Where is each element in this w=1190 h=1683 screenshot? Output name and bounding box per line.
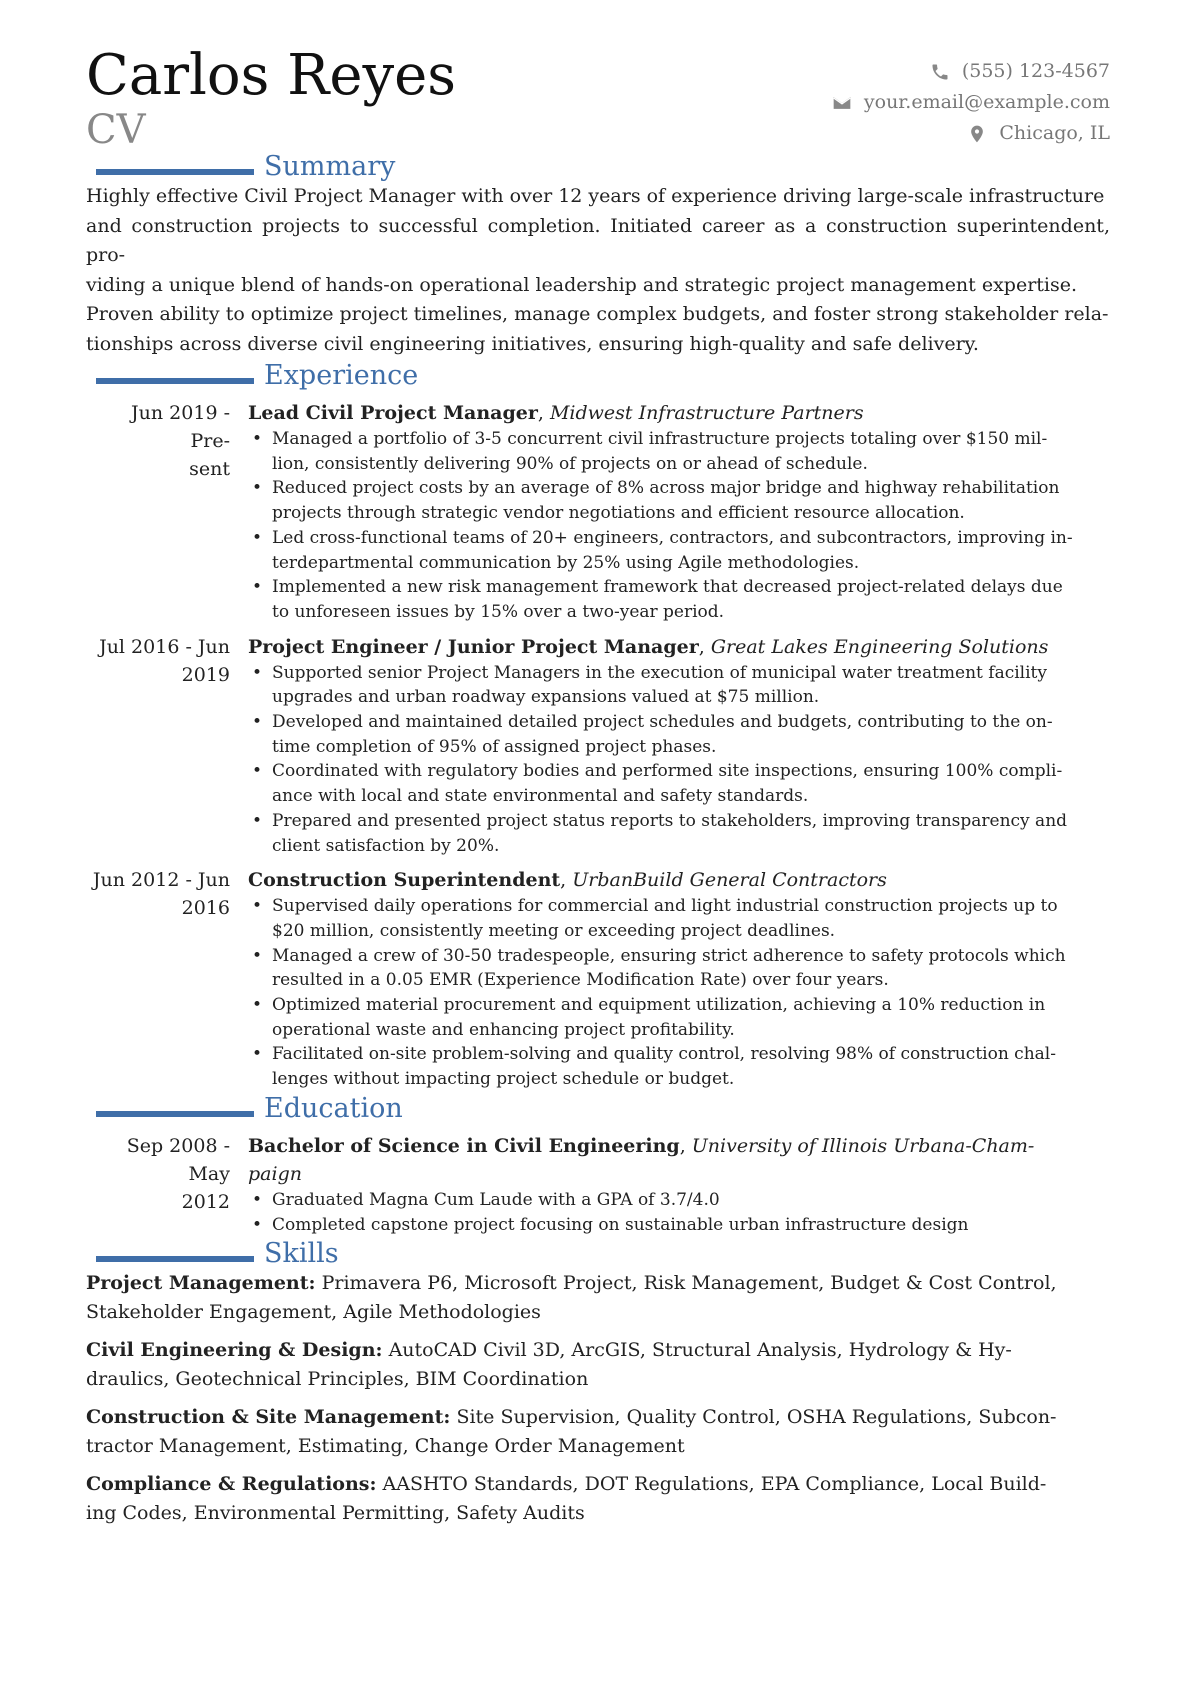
skill-values: AASHTO Standards, DOT Regulations, EPA Compliance, Local Build- xyxy=(382,1473,1047,1496)
entry-date xyxy=(86,866,248,1092)
entry-title-continued xyxy=(248,1160,1110,1188)
entry-title: Lead Civil Project Manager, Midwest Infrastructure Partners xyxy=(248,402,864,424)
map-marker-icon xyxy=(967,124,987,144)
experience-entry xyxy=(86,399,1110,625)
summary-line: Proven ability to optimize project timelines, manage complex budgets, and foster strong stakeholder rela- xyxy=(86,303,1109,325)
institution-continued: paign xyxy=(248,1162,302,1185)
summary-line: Highly effective Civil Project Manager with over 12 years of experience driving large-scale infrastructure xyxy=(86,185,1105,207)
entry-title: Construction Superintendent, UrbanBuild General Contractors xyxy=(248,869,887,892)
skill-category: Compliance & Regulations: xyxy=(86,1473,377,1496)
list-item: • Implemented a new risk management framework that decreased project-related delays due to unforeseen issues by 15% over a two-year period. xyxy=(248,575,1110,624)
list-item: • Graduated Magna Cum Laude with a GPA of 3.7/4.0 xyxy=(248,1188,1110,1213)
organization: Great Lakes Engineering Solutions xyxy=(710,635,1049,658)
skill-row xyxy=(86,1470,1110,1528)
skill-values: Site Supervision, Quality Control, OSHA Regulations, Subcon- xyxy=(456,1406,1057,1429)
summary-line: viding a unique blend of hands-on operational leadership and strategic project management expertise. xyxy=(86,273,1078,296)
date-line: Jun 2019 - Pre- xyxy=(131,402,230,452)
section-title-summary: Summary xyxy=(264,151,396,182)
phone-text: (555) 123-4567 xyxy=(961,60,1110,82)
bullet-list xyxy=(248,661,1110,859)
experience-entry xyxy=(86,866,1110,1092)
skill-values: Primavera P6, Microsoft Project, Risk Management, Budget & Cost Control, xyxy=(321,1272,1057,1295)
section-title-education: Education xyxy=(264,1092,403,1124)
date-line: 2019 xyxy=(181,663,230,686)
document-subtitle: CV xyxy=(86,107,146,153)
section-education-head xyxy=(86,1094,1110,1124)
bullet-list xyxy=(248,427,1110,625)
date-line: Jul 2016 - Jun xyxy=(99,635,230,658)
entry-date xyxy=(86,633,248,859)
skill-category: Construction & Site Management: xyxy=(86,1406,451,1429)
section-accent-bar xyxy=(96,378,254,384)
job-role: Project Engineer / Junior Project Manager xyxy=(248,635,699,658)
section-title-experience: Experience xyxy=(264,360,419,391)
list-item: • Developed and maintained detailed project schedules and budgets, contributing to the on- time completion of 95% of assigned project phases. xyxy=(248,710,1110,759)
bullet-list xyxy=(248,894,1110,1092)
date-line: Sep 2008 - May xyxy=(126,1134,230,1185)
entry-title: Bachelor of Science in Civil Engineering, University of Illinois Urbana-Cham- xyxy=(248,1134,1035,1157)
list-item: • Prepared and presented project status reports to stakeholders, improving transparency and client satisfaction by 20%. xyxy=(248,809,1110,858)
bullet-list xyxy=(248,1188,1110,1237)
entry-body xyxy=(248,399,1110,625)
contact-block xyxy=(832,56,1110,149)
envelope-icon xyxy=(832,93,852,113)
entry-date xyxy=(86,399,248,625)
education-entry xyxy=(86,1132,1110,1237)
skill-values: ing Codes, Environmental Permitting, Safety Audits xyxy=(86,1502,585,1525)
entry-date xyxy=(86,1132,248,1237)
section-accent-bar xyxy=(96,169,254,175)
organization: UrbanBuild General Contractors xyxy=(572,869,887,892)
list-item: • Supported senior Project Managers in the execution of municipal water treatment facility upgrades and urban roadway expansions valued at $75 million. xyxy=(248,661,1110,710)
phone-icon xyxy=(930,62,950,82)
skill-row xyxy=(86,1336,1110,1394)
list-item: • Led cross-functional teams of 20+ engineers, contractors, and subcontractors, improving in- terdepartmental communication by 25% using Agile methodologies. xyxy=(248,526,1110,575)
contact-email[interactable] xyxy=(832,87,1110,118)
summary-line: tionships across diverse civil engineering initiatives, ensuring high-quality and safe delivery. xyxy=(86,332,979,355)
list-item: • Optimized material procurement and equipment utilization, achieving a 10% reduction in operational waste and enhancing project profitability. xyxy=(248,993,1110,1042)
skill-category: Civil Engineering & Design: xyxy=(86,1339,383,1362)
contact-location xyxy=(832,118,1110,149)
contact-phone[interactable] xyxy=(832,56,1110,87)
candidate-name: Carlos Reyes xyxy=(86,43,456,108)
summary-paragraph xyxy=(86,182,1110,359)
skill-values: Stakeholder Engagement, Agile Methodologies xyxy=(86,1301,541,1324)
resume-header xyxy=(86,43,1110,153)
section-skills-head xyxy=(86,1239,1110,1269)
section-accent-bar xyxy=(96,1111,254,1117)
section-title-skills: Skills xyxy=(264,1238,339,1270)
date-line: 2016 xyxy=(181,897,230,920)
entry-title: Project Engineer / Junior Project Manager, Great Lakes Engineering Solutions xyxy=(248,635,1049,658)
job-role: Lead Civil Project Manager xyxy=(248,402,538,424)
email-text: your.email@example.com xyxy=(863,91,1110,113)
list-item: • Supervised daily operations for commercial and light industrial construction projects up to $20 million, consistently meeting or exceeding project deadlines. xyxy=(248,894,1110,943)
list-item: • Managed a portfolio of 3-5 concurrent civil infrastructure projects totaling over $150 mil- lion, consistently delivering 90% of projects on or ahead of schedule. xyxy=(248,427,1110,476)
summary-line: and construction projects to successful completion. Initiated career as a construction superintendent, pro- xyxy=(86,214,1110,266)
skill-category: Project Management: xyxy=(86,1272,316,1295)
section-experience-head xyxy=(86,361,1110,391)
job-role: Construction Superintendent xyxy=(248,869,561,892)
skill-values: draulics, Geotechnical Principles, BIM Coordination xyxy=(86,1368,589,1391)
skill-values: AutoCAD Civil 3D, ArcGIS, Structural Analysis, Hydrology & Hy- xyxy=(388,1339,1012,1362)
skill-row xyxy=(86,1403,1110,1461)
section-summary-head xyxy=(86,152,1110,182)
entry-body xyxy=(248,633,1110,859)
entry-body xyxy=(248,1132,1110,1237)
list-item: • Managed a crew of 30-50 tradespeople, ensuring strict adherence to safety protocols which resulted in a 0.05 EMR (Experience Modification Rate) over four years. xyxy=(248,944,1110,993)
organization: Midwest Infrastructure Partners xyxy=(549,402,864,424)
entry-body xyxy=(248,866,1110,1092)
skill-values: tractor Management, Estimating, Change Order Management xyxy=(86,1435,685,1458)
location-text: Chicago, IL xyxy=(999,122,1110,144)
degree: Bachelor of Science in Civil Engineering xyxy=(248,1134,680,1157)
list-item: • Coordinated with regulatory bodies and performed site inspections, ensuring 100% compli- ance with local and state environmental and safety standards. xyxy=(248,759,1110,808)
date-line: sent xyxy=(189,458,230,480)
list-item: • Completed capstone project focusing on sustainable urban infrastructure design xyxy=(248,1213,1110,1238)
section-accent-bar xyxy=(96,1256,254,1262)
skills-list xyxy=(86,1269,1110,1528)
date-line: 2012 xyxy=(181,1190,230,1213)
list-item: • Reduced project costs by an average of 8% across major bridge and highway rehabilitation projects through strategic vendor negotiations and efficient resource allocation. xyxy=(248,476,1110,525)
skill-row xyxy=(86,1269,1110,1327)
experience-entry xyxy=(86,633,1110,859)
date-line: Jun 2012 - Jun xyxy=(92,869,230,892)
institution: University of Illinois Urbana-Cham- xyxy=(691,1134,1035,1157)
list-item: • Facilitated on-site problem-solving and quality control, resolving 98% of construction chal- lenges without impacting project schedule or budget. xyxy=(248,1042,1110,1091)
